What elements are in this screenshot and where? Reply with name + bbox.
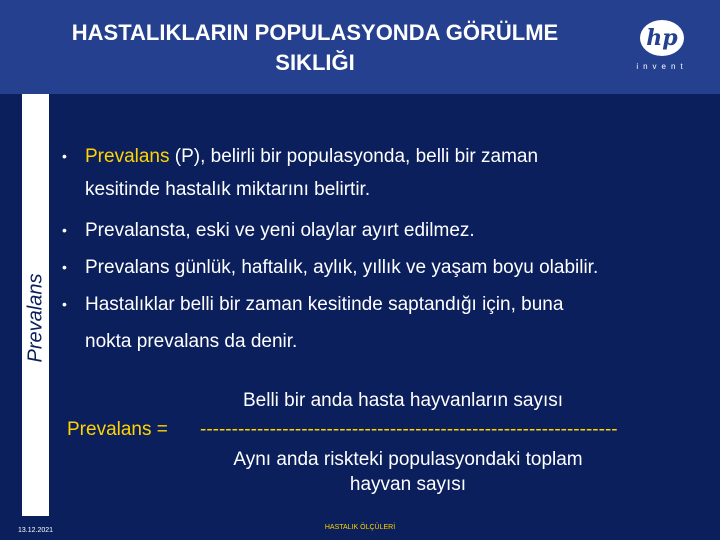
formula-numerator: Belli bir anda hasta hayvanların sayısı [243,390,564,411]
formula-denominator: Aynı anda riskteki populasyondaki toplam hayvan sayısı [233,449,583,495]
formula-divider: ------------------------------------------------------------------ [200,419,618,440]
bullet-body: Hastalıklar belli bir zaman kesitinde saptandığı için, buna [85,294,564,315]
title-bar [0,0,720,94]
bullet-text [85,138,700,175]
bullet-dot: • [62,296,67,312]
formula-lhs: Prevalans = [67,419,168,440]
bullet-continuation: kesitinde hastalık miktarını belirtir. [85,179,371,200]
bullet-body: Prevalansta, eski ve yeni olaylar ayırt edilmez. [85,220,475,241]
bullet-body: Prevalans günlük, haftalık, aylık, yıllık ve yaşam boyu olabilir. [85,257,599,278]
footer-title: HASTALIK ÖLÇÜLERİ [324,524,396,531]
footer-date: 13.12.2021 [18,527,54,534]
slide-title: HASTALIKLARIN POPULASYONDA GÖRÜLME SIKLIĞI [71,20,559,75]
bullet-highlight: Prevalans [85,146,170,167]
bullet-dot: • [62,222,67,238]
bullet-dot: • [62,148,67,164]
bullet-dot: • [62,259,67,275]
hp-logo [632,20,692,75]
hp-logo-icon: hp [640,20,684,56]
bullet-continuation: nokta prevalans da denir. [85,331,298,352]
logo-tagline: invent [636,62,688,71]
side-label: Prevalans [24,273,47,363]
side-banner [22,94,49,516]
bullet-body: (P), belirli bir populasyonda, belli bir zaman [169,146,539,167]
